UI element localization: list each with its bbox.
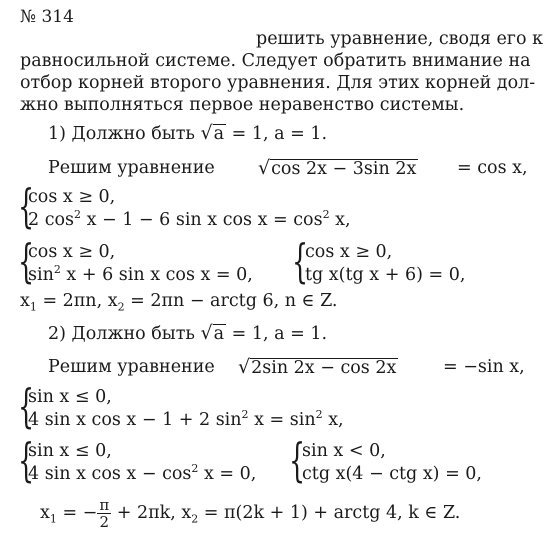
problem-number: № 314 [20,7,74,27]
brace: { [18,234,35,288]
part1-solve-label: Решим уравнение [48,158,215,178]
part1-sys1-line1: cos x ≥ 0, [28,187,116,207]
part2-sys2-line2: 4 sin x $\cos x - \cos^2 x = 0$, [28,462,257,484]
part1-sys2-line1: cos x ≥ 0, [28,242,116,262]
part2-heading-radicand: a [213,324,225,344]
part1-heading: 1) Должно быть √a = 1, a = 1. [48,122,328,144]
intro-line-3: отбор корней второго уравнения. Для этих корней дол- [20,73,536,93]
part2-sys1-line1: sin x ≤ 0, [28,387,112,407]
part1-answer: $x_1 = 2\pi n$, $x_2 = 2\pi n$ − arctg 6, n ∈ Z. [20,291,338,314]
part2-sys2-line1: sin x ≤ 0, [28,441,112,461]
part2-sys3-line1: sin x < 0, [302,441,386,461]
part1-sys3-line1: cos x ≥ 0, [305,242,393,262]
brace: { [289,433,306,487]
part1-rhs: = cos x, [457,158,528,178]
part2-sys1-line2: 4 sin x cos x − 1 + 2 $\sin^2 x = \sin^2 x$, [28,408,344,430]
brace: { [18,379,35,433]
intro-line-4: жно выполняться первое неравенство системы. [20,95,465,115]
part2-equation: √2sin 2x − cos 2x [238,356,397,378]
part1-equation: √cos 2x − 3sin 2x [258,157,417,179]
part1-sys2-line2: $\sin^2 x + 6$ sin x cos x = 0, [28,263,253,285]
brace: { [18,179,35,233]
part2-rhs: = −sin x, [443,357,525,377]
part2-heading: 2) Должно быть √a = 1, a = 1. [48,322,328,344]
part1-sys1-line2: 2 $\cos^2 x - 1 - 6$ sin x $\cos x = \cos^2 x$, [28,208,351,230]
part2-answer: $x_1$ = − $\frac{\pi}{2}$ + 2πk, $x_2 = \pi(2k + 1)$ + arctg 4, k ∈ Z. [40,496,461,531]
part2-sys3-line2: ctg x(4 − ctg x) = 0, [302,464,482,484]
intro-line-2: равносильной системе. Следует обратить внимание на [20,51,531,71]
intro-line-1: решить уравнение, сводя его к [256,29,544,49]
brace: { [18,433,35,487]
brace: { [292,234,309,288]
part1-sys3-line2: tg x(tg x + 6) = 0, [305,265,466,285]
pi-over-two-fraction: $\frac{\pi}{2}$ [99,496,110,531]
part2-solve-label: Решим уравнение [48,357,215,377]
part1-heading-radicand: a [213,124,225,144]
